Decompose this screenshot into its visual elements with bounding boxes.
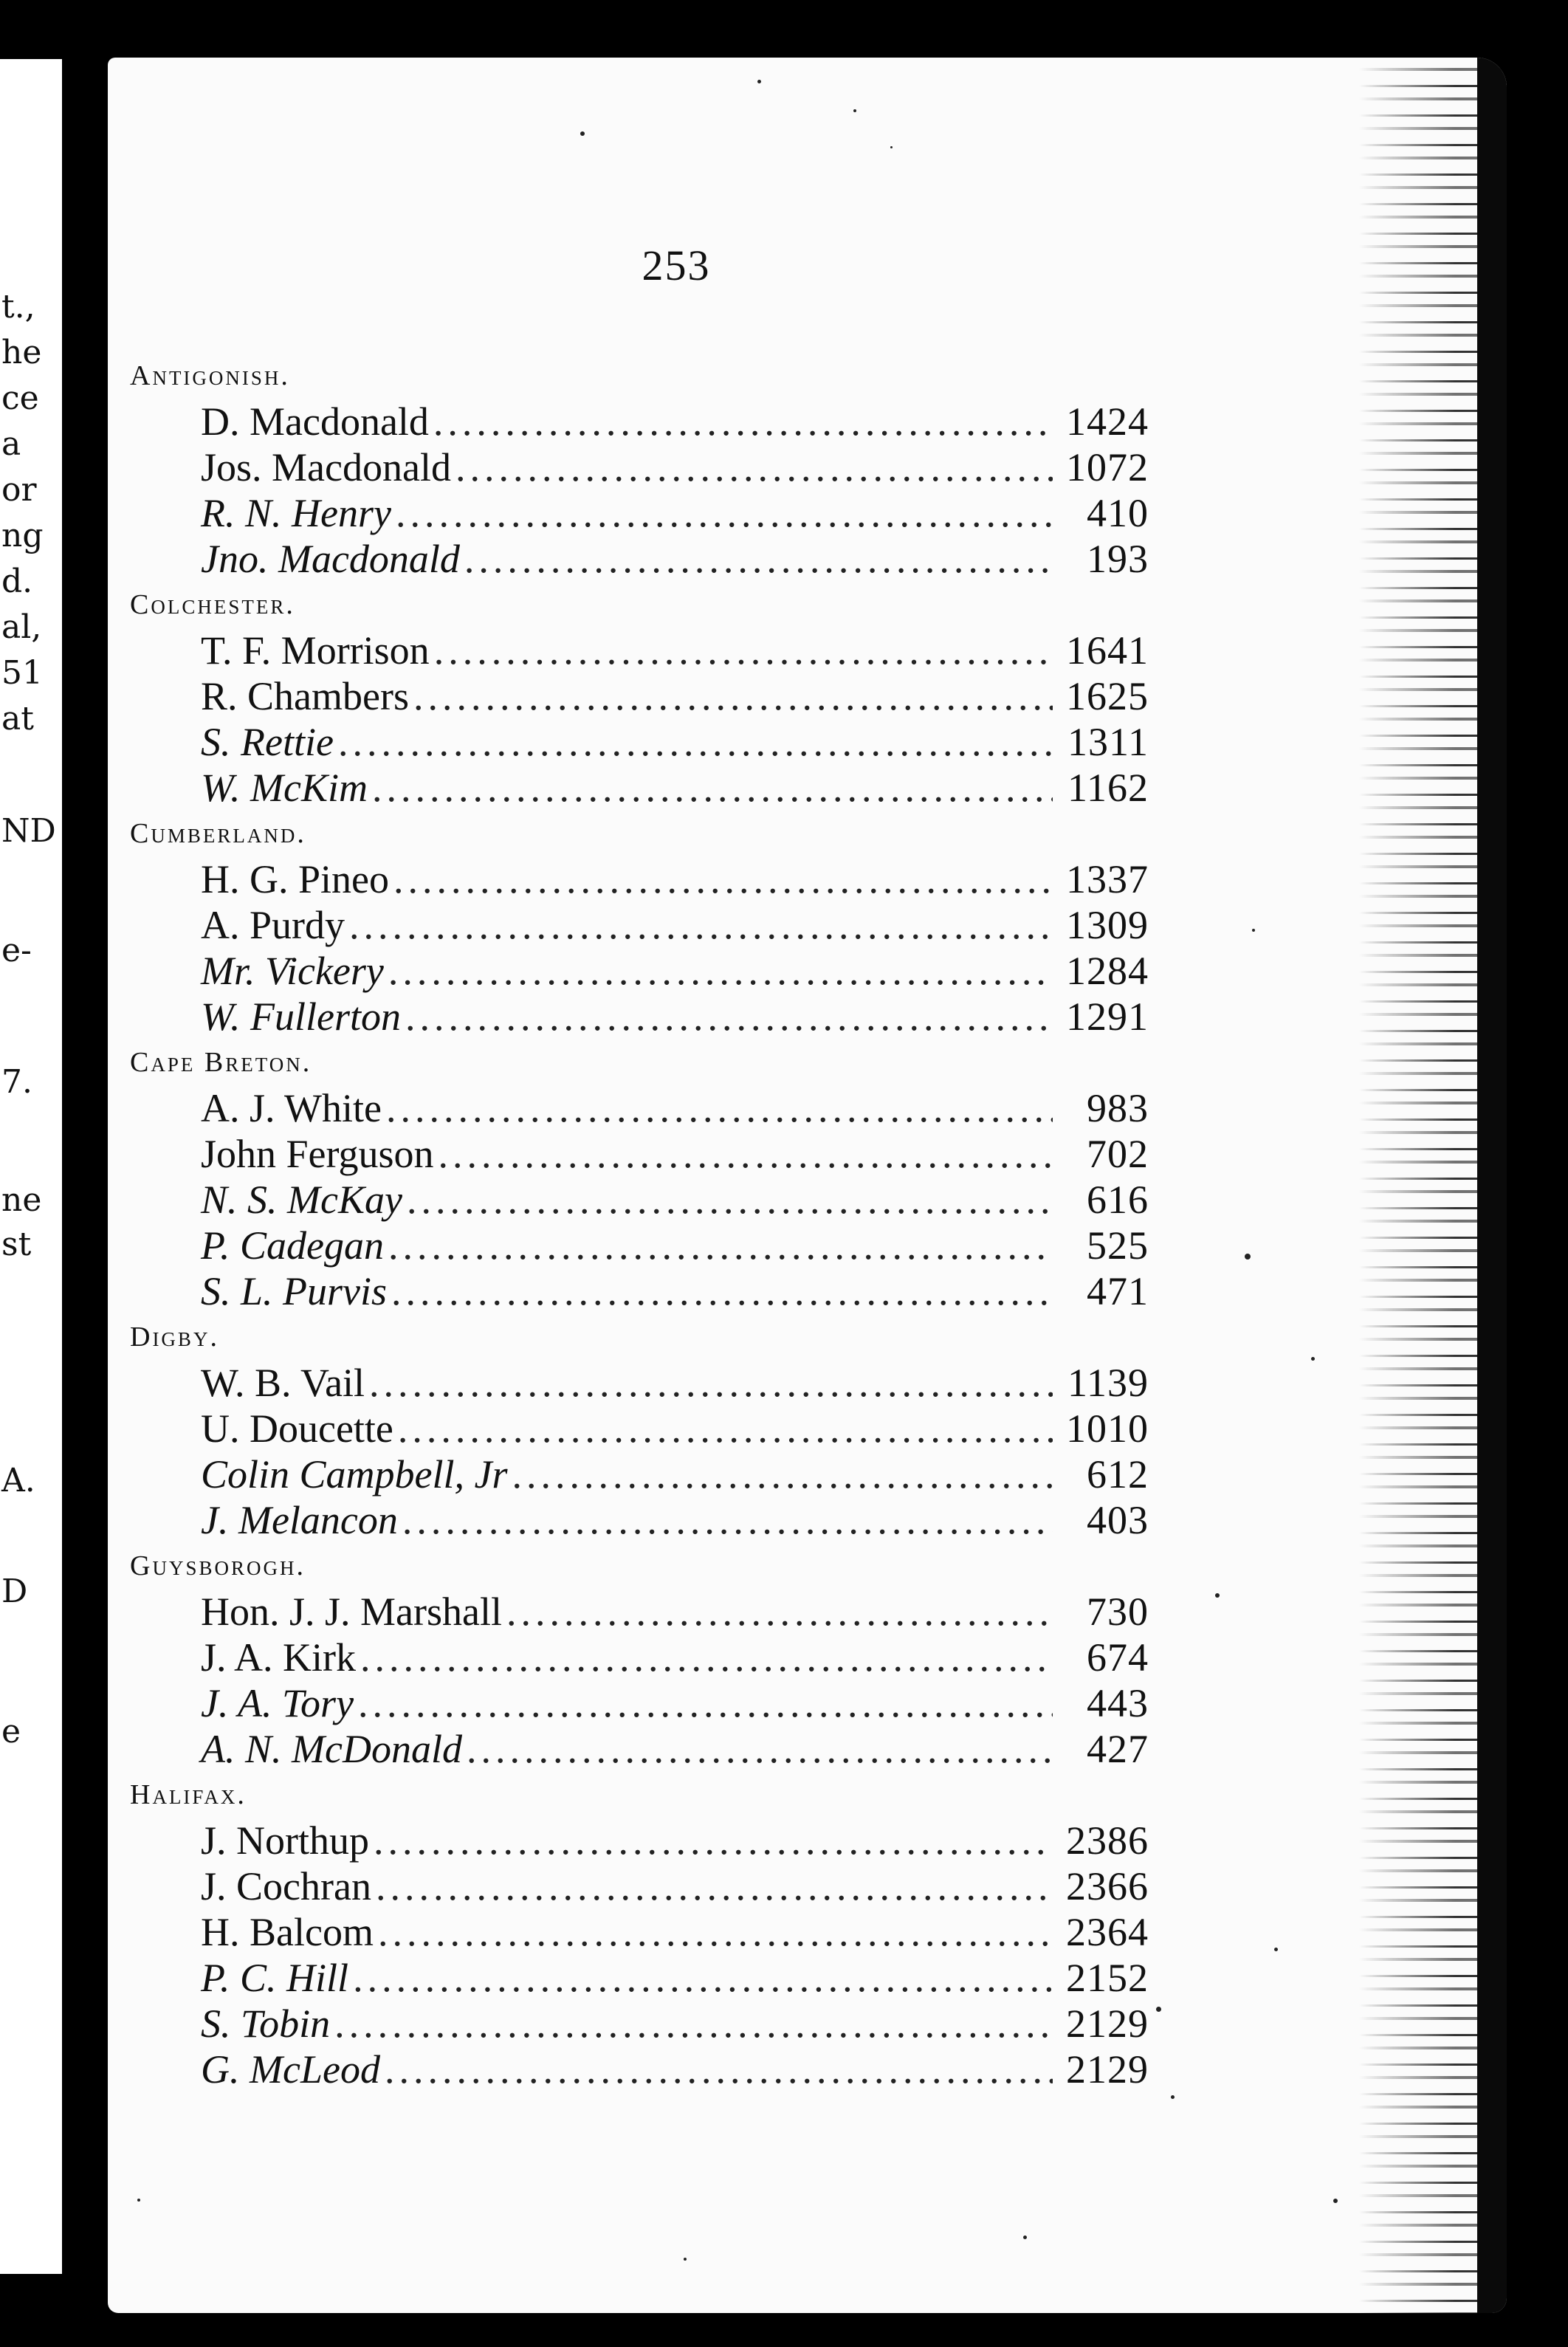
previous-page-fragment: e bbox=[1, 1713, 21, 1750]
candidate-name: R. Chambers bbox=[201, 674, 409, 718]
vote-count: 525 bbox=[1087, 1223, 1149, 1268]
dot-leader bbox=[402, 1497, 1053, 1543]
dot-leader bbox=[376, 1863, 1053, 1909]
scan-speck bbox=[1171, 2095, 1175, 2099]
candidate-row bbox=[130, 1497, 1149, 1543]
candidate-name: H. Balcom bbox=[201, 1910, 374, 1954]
candidate-row bbox=[130, 902, 1149, 948]
previous-page-fragment: ND bbox=[1, 812, 56, 850]
dot-leader bbox=[372, 765, 1053, 811]
dot-leader bbox=[369, 1360, 1053, 1406]
previous-page-edge bbox=[0, 59, 62, 2274]
candidate-name: Colin Campbell, Jr bbox=[201, 1452, 508, 1496]
dot-leader bbox=[378, 1909, 1053, 1955]
dot-leader bbox=[349, 902, 1053, 948]
vote-count: 1424 bbox=[1066, 399, 1149, 444]
candidate-name: S. Rettie bbox=[201, 720, 334, 764]
candidate-row bbox=[130, 1085, 1149, 1131]
vote-count: 471 bbox=[1087, 1269, 1149, 1313]
candidate-name: A. Purdy bbox=[201, 903, 345, 947]
previous-page-fragment: 51 bbox=[1, 654, 43, 692]
candidate-name: J. A. Kirk bbox=[201, 1635, 357, 1680]
vote-count: 2366 bbox=[1066, 1864, 1149, 1908]
scan-speck bbox=[1215, 1593, 1220, 1598]
scan-speck bbox=[1245, 1254, 1251, 1260]
dot-leader bbox=[396, 490, 1053, 536]
previous-page-fragment: 7. bbox=[1, 1063, 32, 1101]
vote-count: 1625 bbox=[1066, 674, 1149, 718]
candidate-name: P. C. Hill bbox=[201, 1956, 349, 2000]
dot-leader bbox=[434, 628, 1053, 673]
candidate-name: J. Northup bbox=[201, 1818, 369, 1863]
candidate-row bbox=[130, 765, 1149, 811]
dot-leader bbox=[467, 1726, 1053, 1772]
candidate-row bbox=[130, 1177, 1149, 1223]
candidate-row bbox=[130, 399, 1149, 444]
dot-leader bbox=[506, 1589, 1053, 1635]
previous-page-fragment: e- bbox=[1, 932, 32, 969]
dot-leader bbox=[393, 856, 1053, 902]
county-heading: Colchester. bbox=[130, 589, 295, 620]
candidate-row bbox=[130, 2047, 1149, 2092]
candidate-row bbox=[130, 1360, 1149, 1406]
dot-leader bbox=[385, 2047, 1053, 2092]
candidate-row bbox=[130, 536, 1149, 582]
dot-leader bbox=[439, 1131, 1053, 1177]
vote-count: 2129 bbox=[1066, 2047, 1149, 2092]
dot-leader bbox=[433, 399, 1053, 444]
book-page bbox=[108, 58, 1507, 2313]
candidate-row bbox=[130, 1589, 1149, 1635]
vote-count: 1291 bbox=[1066, 994, 1149, 1039]
vote-count: 410 bbox=[1087, 491, 1149, 535]
vote-count: 612 bbox=[1087, 1452, 1149, 1496]
candidate-row bbox=[130, 1131, 1149, 1177]
dot-leader bbox=[386, 1085, 1053, 1131]
county-heading: Halifax. bbox=[130, 1779, 247, 1810]
vote-count: 702 bbox=[1087, 1132, 1149, 1176]
scan-speck bbox=[1311, 1357, 1315, 1361]
candidate-name: W. B. Vail bbox=[201, 1361, 365, 1405]
county-heading: Antigonish. bbox=[130, 360, 290, 391]
vote-count: 2152 bbox=[1066, 1956, 1149, 2000]
previous-page-fragment: D bbox=[1, 1573, 28, 1610]
scan-speck bbox=[853, 109, 856, 112]
vote-count: 1311 bbox=[1067, 720, 1149, 764]
candidate-row bbox=[130, 994, 1149, 1040]
vote-count: 193 bbox=[1087, 537, 1149, 581]
county-heading: Guysborogh. bbox=[130, 1550, 306, 1581]
candidate-name: Hon. J. J. Marshall bbox=[201, 1590, 502, 1634]
previous-page-fragment: at bbox=[1, 700, 34, 738]
candidate-name: Jos. Macdonald bbox=[201, 445, 451, 489]
scan-speck bbox=[1333, 2199, 1338, 2203]
candidate-name: R. N. Henry bbox=[201, 491, 391, 535]
election-returns-list bbox=[130, 353, 1149, 2092]
candidate-row bbox=[130, 1955, 1149, 2001]
vote-count: 1010 bbox=[1066, 1406, 1149, 1451]
vote-count: 1162 bbox=[1067, 766, 1149, 810]
vote-count: 1139 bbox=[1067, 1361, 1149, 1405]
candidate-name: W. McKim bbox=[201, 766, 368, 810]
vote-count: 403 bbox=[1087, 1498, 1149, 1542]
vote-count: 443 bbox=[1087, 1681, 1149, 1725]
scan-speck bbox=[1023, 2236, 1027, 2239]
vote-count: 2386 bbox=[1066, 1818, 1149, 1863]
candidate-row bbox=[130, 628, 1149, 673]
dot-leader bbox=[360, 1635, 1053, 1680]
candidate-row bbox=[130, 2001, 1149, 2047]
vote-count: 1641 bbox=[1066, 628, 1149, 673]
candidate-name: J. Cochran bbox=[201, 1864, 371, 1908]
dot-leader bbox=[334, 2001, 1053, 2047]
scan-speck bbox=[890, 146, 893, 148]
vote-count: 674 bbox=[1087, 1635, 1149, 1680]
dot-leader bbox=[353, 1955, 1053, 2001]
previous-page-fragment: ce bbox=[1, 379, 39, 417]
vote-count: 1309 bbox=[1066, 903, 1149, 947]
previous-page-fragment: st bbox=[1, 1226, 32, 1263]
vote-count: 1284 bbox=[1066, 949, 1149, 993]
candidate-name: S. Tobin bbox=[201, 2001, 331, 2046]
candidate-row bbox=[130, 1451, 1149, 1497]
dot-leader bbox=[338, 719, 1053, 765]
previous-page-fragment: A. bbox=[1, 1462, 35, 1499]
scan-speck bbox=[137, 2199, 140, 2202]
previous-page-fragment: ne bbox=[1, 1181, 42, 1219]
candidate-name: J. A. Tory bbox=[201, 1681, 354, 1725]
candidate-row bbox=[130, 1268, 1149, 1314]
scan-speck bbox=[1252, 929, 1255, 932]
county-heading: Cape Breton. bbox=[130, 1047, 312, 1078]
previous-page-fragment: ng bbox=[1, 517, 44, 554]
candidate-name: W. Fullerton bbox=[201, 994, 402, 1039]
candidate-row bbox=[130, 1406, 1149, 1451]
vote-count: 2364 bbox=[1066, 1910, 1149, 1954]
candidate-row bbox=[130, 856, 1149, 902]
candidate-row bbox=[130, 1863, 1149, 1909]
scan-speck bbox=[1274, 1948, 1278, 1951]
previous-page-fragment: he bbox=[1, 334, 42, 371]
candidate-row bbox=[130, 1909, 1149, 1955]
dot-leader bbox=[413, 673, 1053, 719]
dot-leader bbox=[405, 994, 1053, 1040]
page-number: 253 bbox=[642, 241, 711, 289]
previous-page-fragment: or bbox=[1, 471, 37, 509]
page-edge-dark bbox=[1477, 58, 1507, 2313]
vote-count: 1337 bbox=[1066, 857, 1149, 901]
candidate-row bbox=[130, 719, 1149, 765]
dot-leader bbox=[512, 1451, 1053, 1497]
candidate-name: Mr. Vickery bbox=[201, 949, 384, 993]
candidate-name: A. J. White bbox=[201, 1086, 382, 1130]
candidate-name: H. G. Pineo bbox=[201, 857, 389, 901]
previous-page-fragment: al, bbox=[1, 608, 42, 646]
dot-leader bbox=[391, 1268, 1053, 1314]
vote-count: 427 bbox=[1087, 1727, 1149, 1771]
candidate-row bbox=[130, 490, 1149, 536]
candidate-name: S. L. Purvis bbox=[201, 1269, 388, 1313]
book-gutter bbox=[62, 0, 108, 2347]
county-heading: Cumberland. bbox=[130, 818, 306, 849]
dot-leader bbox=[358, 1680, 1053, 1726]
candidate-row bbox=[130, 444, 1149, 490]
candidate-name: John Ferguson bbox=[201, 1132, 434, 1176]
vote-count: 2129 bbox=[1066, 2001, 1149, 2046]
scan-speck bbox=[580, 131, 585, 136]
dot-leader bbox=[407, 1177, 1053, 1223]
dot-leader bbox=[398, 1406, 1053, 1451]
scan-speck bbox=[1156, 2007, 1161, 2012]
dot-leader bbox=[388, 1223, 1053, 1268]
candidate-row bbox=[130, 1726, 1149, 1772]
previous-page-fragment: a bbox=[1, 425, 21, 463]
candidate-row bbox=[130, 1223, 1149, 1268]
candidate-row bbox=[130, 673, 1149, 719]
county-heading: Digby. bbox=[130, 1322, 219, 1353]
vote-count: 616 bbox=[1087, 1178, 1149, 1222]
dot-leader bbox=[388, 948, 1053, 994]
candidate-name: J. Melancon bbox=[201, 1498, 398, 1542]
candidate-name: G. McLeod bbox=[201, 2047, 380, 2092]
dot-leader bbox=[464, 536, 1053, 582]
candidate-row bbox=[130, 1680, 1149, 1726]
candidate-name: T. F. Morrison bbox=[201, 628, 430, 673]
candidate-name: D. Macdonald bbox=[201, 399, 429, 444]
scan-speck bbox=[757, 80, 761, 83]
previous-page-fragment: d. bbox=[1, 563, 33, 600]
vote-count: 1072 bbox=[1066, 445, 1149, 489]
candidate-row bbox=[130, 1818, 1149, 1863]
previous-page-fragment: t., bbox=[1, 288, 35, 326]
candidate-name: Jno. Macdonald bbox=[201, 537, 460, 581]
vote-count: 730 bbox=[1087, 1590, 1149, 1634]
candidate-name: N. S. McKay bbox=[201, 1178, 402, 1222]
scan-speck bbox=[684, 2258, 687, 2261]
candidate-row bbox=[130, 1635, 1149, 1680]
candidate-name: P. Cadegan bbox=[201, 1223, 385, 1268]
dot-leader bbox=[374, 1818, 1053, 1863]
candidate-name: U. Doucette bbox=[201, 1406, 393, 1451]
candidate-row bbox=[130, 948, 1149, 994]
candidate-name: A. N. McDonald bbox=[201, 1727, 462, 1771]
vote-count: 983 bbox=[1087, 1086, 1149, 1130]
dot-leader bbox=[455, 444, 1053, 490]
